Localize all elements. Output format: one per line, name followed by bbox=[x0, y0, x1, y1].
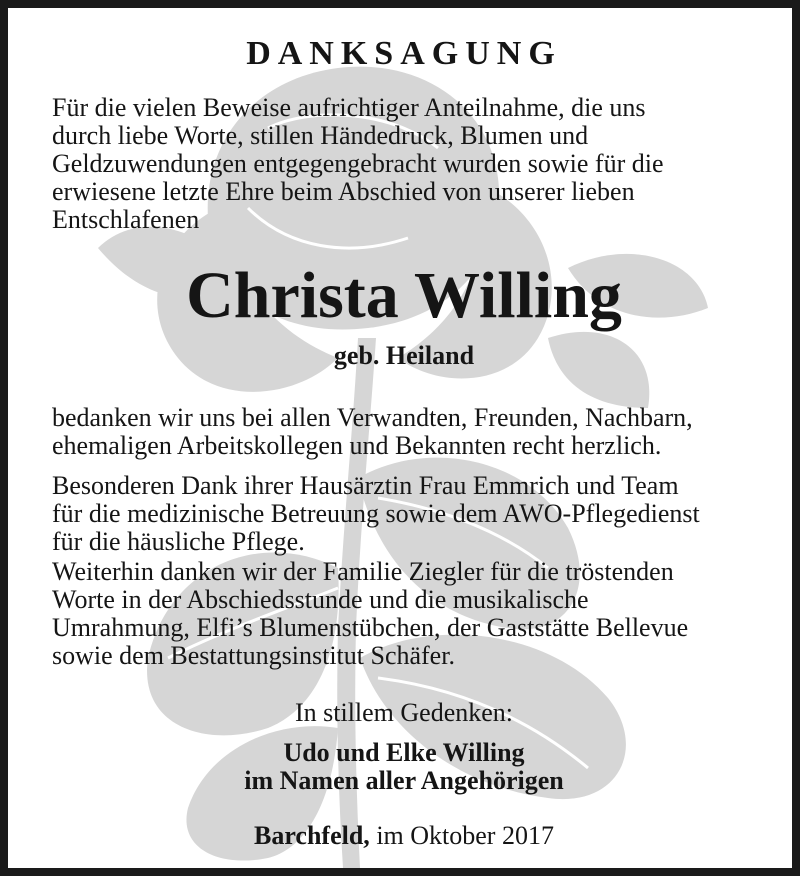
place-date-line bbox=[52, 821, 756, 851]
text-line: Für die vielen Beweise aufrichtiger Anteilnahme, die uns bbox=[52, 93, 646, 122]
thanks-further-paragraph bbox=[52, 558, 756, 670]
text-line: Weiterhin danken wir der Familie Ziegler für die tröstenden bbox=[52, 557, 674, 586]
text-line: Worte in der Abschiedsstunde und die musikalische bbox=[52, 585, 589, 614]
place: Barchfeld, bbox=[254, 821, 370, 850]
signer-line: Udo und Elke Willing bbox=[283, 738, 525, 767]
text-line: durch liebe Worte, stillen Händedruck, Blumen und bbox=[52, 121, 589, 150]
memory-line: In stillem Gedenken: bbox=[294, 698, 514, 727]
signer-line: im Namen aller Angehörigen bbox=[244, 766, 564, 795]
text-line: für die häusliche Pflege. bbox=[52, 527, 305, 556]
signers-block bbox=[52, 739, 756, 795]
text-line: Umrahmung, Elfi’s Blumenstübchen, der Gaststätte Bellevue bbox=[52, 613, 689, 642]
text-line: bedanken wir uns bei allen Verwandten, Freunden, Nachbarn, bbox=[52, 403, 693, 432]
thanks-general-paragraph bbox=[52, 404, 756, 460]
intro-paragraph bbox=[52, 94, 756, 234]
date: im Oktober 2017 bbox=[376, 821, 554, 850]
text-line: Besonderen Dank ihrer Hausärztin Frau Emmrich und Team bbox=[52, 471, 679, 500]
text-line: für die medizinische Betreuung sowie dem AWO-Pflegedienst bbox=[52, 499, 700, 528]
text-line: Geldzuwendungen entgegengebracht wurden sowie für die bbox=[52, 149, 664, 178]
text-line: Entschlafenen bbox=[52, 205, 200, 234]
thanks-medical-paragraph bbox=[52, 472, 756, 556]
birth-name: geb. Heiland bbox=[333, 341, 475, 370]
notice-heading: DANKSAGUNG bbox=[246, 35, 562, 72]
deceased-name: Christa Willing bbox=[186, 259, 622, 332]
text-line: sowie dem Bestattungsinstitut Schäfer. bbox=[52, 641, 455, 670]
text-line: erwiesene letzte Ehre beim Abschied von unserer lieben bbox=[52, 177, 635, 206]
text-line: ehemaligen Arbeitskollegen und Bekannten recht herzlich. bbox=[52, 431, 662, 460]
